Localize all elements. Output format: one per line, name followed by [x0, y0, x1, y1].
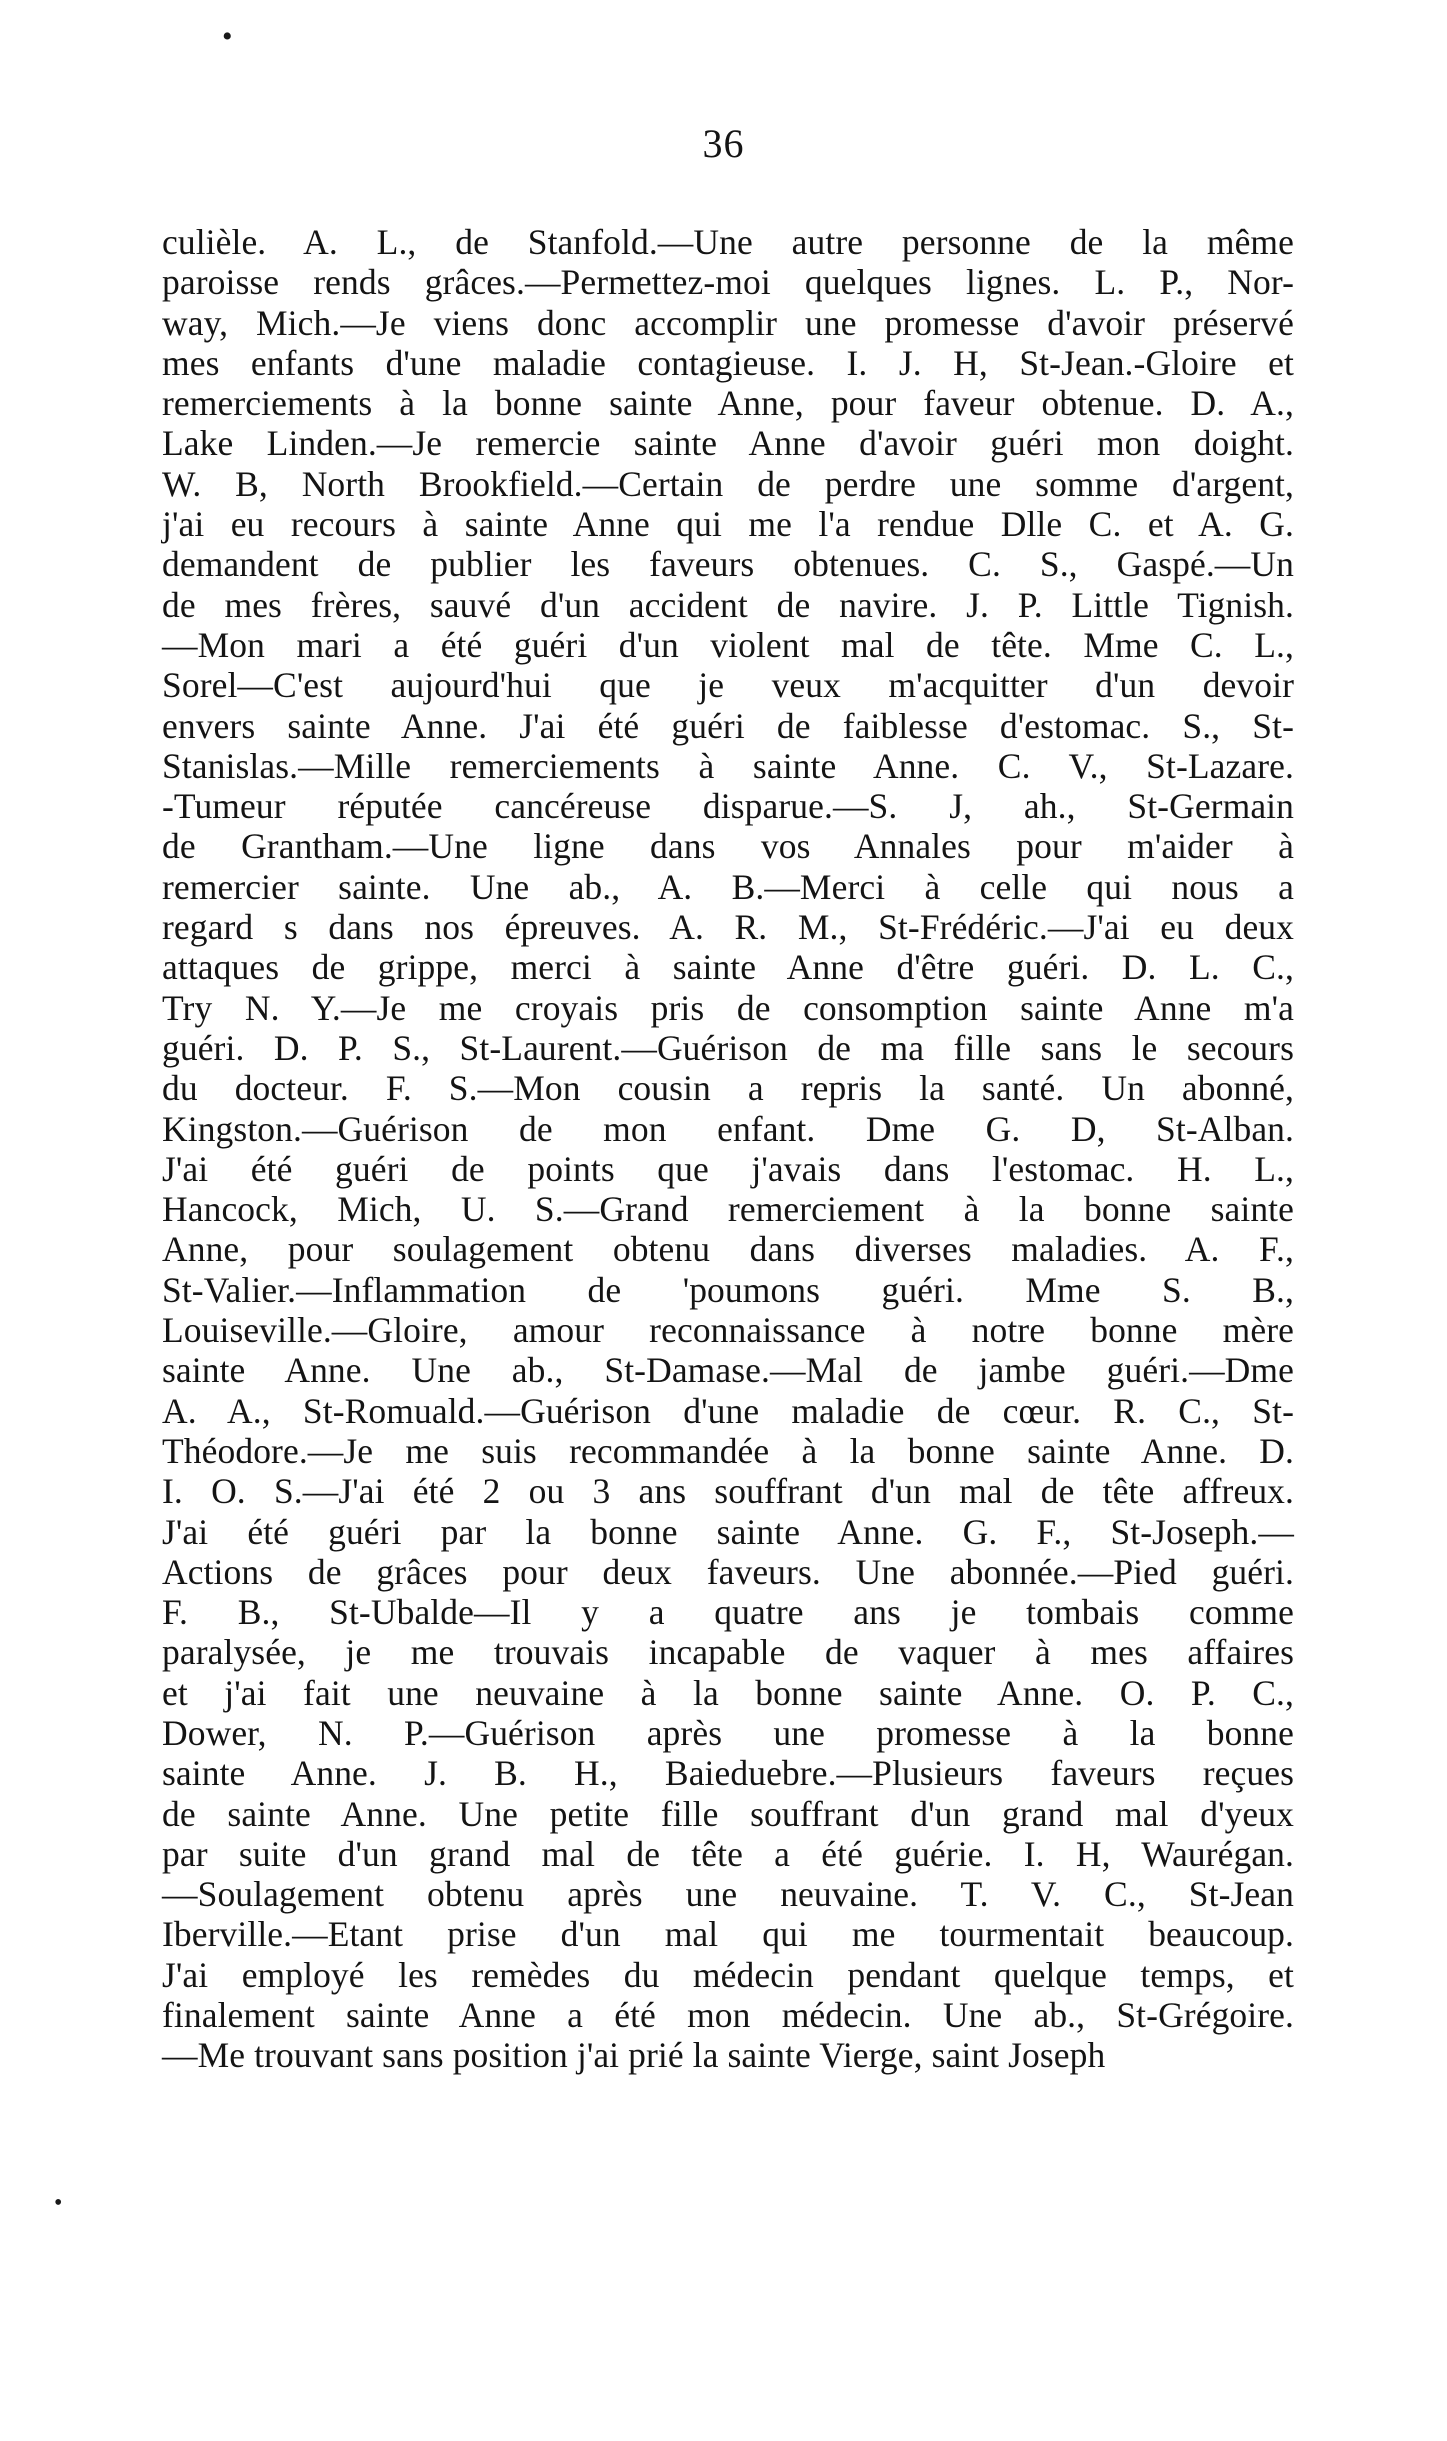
text-line: de mes frères, sauvé d'un accident de navire. J. P. Little Tignish. — [162, 584, 1294, 625]
text-line: finalement sainte Anne a été mon médecin. Une ab., St-Grégoire. — [162, 1995, 1294, 2036]
ink-speck-bottom: • — [54, 2190, 63, 2216]
text-line: Iberville.—Etant prise d'un mal qui me tourmentait beaucoup. — [162, 1914, 1294, 1955]
text-line: Anne, pour soulagement obtenu dans diverses maladies. A. F., — [162, 1229, 1294, 1270]
text-line: Sorel—C'est aujourd'hui que je veux m'acquitter d'un devoir — [162, 665, 1294, 706]
text-line: Théodore.—Je me suis recommandée à la bonne sainte Anne. D. — [162, 1430, 1294, 1471]
text-line: -Tumeur réputée cancéreuse disparue.—S. J, ah., St-Germain — [162, 786, 1294, 827]
text-line: par suite d'un grand mal de tête a été guérie. I. H, Waurégan. — [162, 1833, 1294, 1874]
text-line: guéri. D. P. S., St-Laurent.—Guérison de ma fille sans le secours — [162, 1027, 1294, 1068]
text-line: de sainte Anne. Une petite fille souffrant d'un grand mal d'yeux — [162, 1793, 1294, 1834]
text-line: remerciements à la bonne sainte Anne, pour faveur obtenue. D. A., — [162, 383, 1294, 424]
text-line: de Grantham.—Une ligne dans vos Annales pour m'aider à — [162, 826, 1294, 867]
text-line: —Mon mari a été guéri d'un violent mal de tête. Mme C. L., — [162, 624, 1294, 665]
text-line: attaques de grippe, merci à sainte Anne d'être guéri. D. L. C., — [162, 947, 1294, 988]
page-number: 36 — [702, 121, 745, 166]
text-line: culièle. A. L., de Stanfold.—Une autre personne de la même — [162, 222, 1294, 262]
text-line: Try N. Y.—Je me croyais pris de consomption sainte Anne m'a — [162, 987, 1294, 1028]
text-line: Hancock, Mich, U. S.—Grand remerciement à la bonne sainte — [162, 1189, 1294, 1230]
text-line: Kingston.—Guérison de mon enfant. Dme G. D, St-Alban. — [162, 1108, 1294, 1149]
text-line: regard s dans nos épreuves. A. R. M., St-Frédéric.—J'ai eu deux — [162, 907, 1294, 948]
text-line: Dower, N. P.—Guérison après une promesse à la bonne — [162, 1712, 1294, 1753]
body-text — [162, 222, 1294, 2076]
text-line: envers sainte Anne. J'ai été guéri de faiblesse d'estomac. S., St- — [162, 705, 1294, 746]
text-line: St-Valier.—Inflammation de 'poumons guéri. Mme S. B., — [162, 1269, 1294, 1310]
text-line: Stanislas.—Mille remerciements à sainte Anne. C. V., St-Lazare. — [162, 745, 1294, 786]
text-line: sainte Anne. Une ab., St-Damase.—Mal de jambe guéri.—Dme — [162, 1350, 1294, 1391]
text-line: I. O. S.—J'ai été 2 ou 3 ans souffrant d'un mal de tête affreux. — [162, 1471, 1294, 1512]
text-line: sainte Anne. J. B. H., Baieduebre.—Plusieurs faveurs reçues — [162, 1753, 1294, 1794]
text-line: demandent de publier les faveurs obtenues. C. S., Gaspé.—Un — [162, 544, 1294, 585]
text-line: j'ai eu recours à sainte Anne qui me l'a rendue Dlle C. et A. G. — [162, 504, 1294, 545]
text-line: F. B., St-Ubalde—Il y a quatre ans je tombais comme — [162, 1592, 1294, 1633]
text-line: J'ai été guéri par la bonne sainte Anne. G. F., St-Joseph.— — [162, 1511, 1294, 1552]
text-line: paroisse rends grâces.—Permettez-moi quelques lignes. L. P., Nor- — [162, 262, 1294, 303]
text-line: way, Mich.—Je viens donc accomplir une promesse d'avoir préservé — [162, 302, 1294, 343]
text-line: A. A., St-Romuald.—Guérison d'une maladie de cœur. R. C., St- — [162, 1390, 1294, 1431]
ink-speck-top: • — [222, 20, 233, 53]
text-line: —Soulagement obtenu après une neuvaine. T. V. C., St-Jean — [162, 1874, 1294, 1915]
text-line: Lake Linden.—Je remercie sainte Anne d'avoir guéri mon doight. — [162, 423, 1294, 464]
text-line: du docteur. F. S.—Mon cousin a repris la santé. Un abonné, — [162, 1068, 1294, 1109]
text-line: et j'ai fait une neuvaine à la bonne sainte Anne. O. P. C., — [162, 1672, 1294, 1713]
text-line: Actions de grâces pour deux faveurs. Une abonnée.—Pied guéri. — [162, 1551, 1294, 1592]
text-line: W. B, North Brookfield.—Certain de perdre une somme d'argent, — [162, 463, 1294, 504]
text-line: mes enfants d'une maladie contagieuse. I. J. H, St-Jean.-Gloire et — [162, 342, 1294, 383]
text-line: —Me trouvant sans position j'ai prié la sainte Vierge, saint Joseph — [162, 2035, 1106, 2076]
text-line: J'ai été guéri de points que j'avais dans l'estomac. H. L., — [162, 1148, 1294, 1189]
text-line: paralysée, je me trouvais incapable de vaquer à mes affaires — [162, 1632, 1294, 1673]
text-line: J'ai employé les remèdes du médecin pendant quelque temps, et — [162, 1954, 1294, 1995]
text-line: remercier sainte. Une ab., A. B.—Merci à celle qui nous a — [162, 866, 1294, 907]
text-line: Louiseville.—Gloire, amour reconnaissance à notre bonne mère — [162, 1310, 1294, 1351]
